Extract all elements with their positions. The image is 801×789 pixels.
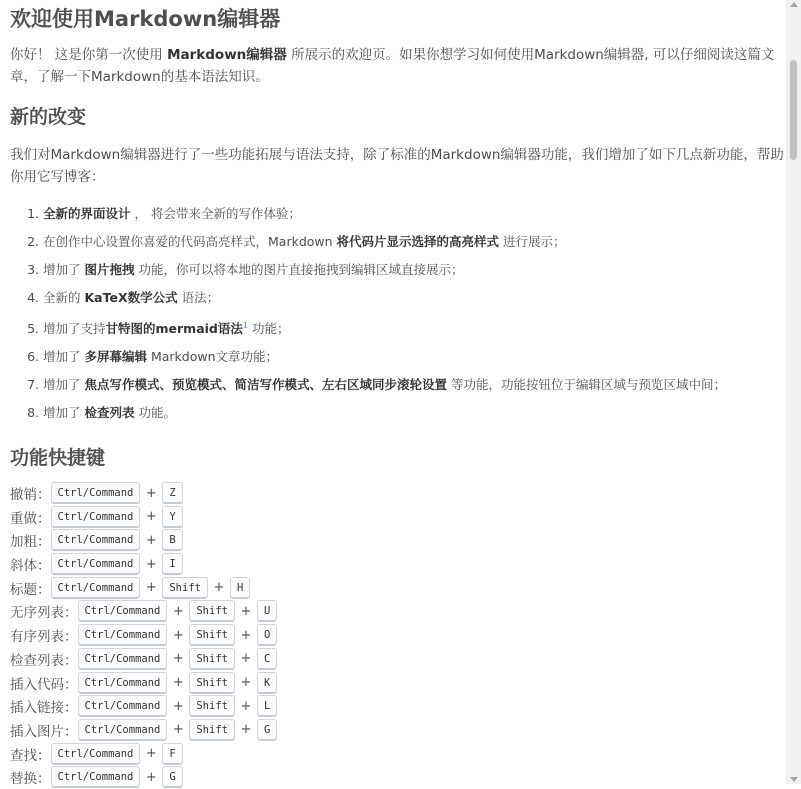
key-cap: Ctrl/Command xyxy=(51,529,141,551)
intro-paragraph xyxy=(10,44,785,88)
plus-sign: + xyxy=(240,603,252,619)
key-cap: K xyxy=(257,672,277,694)
key-cap: Ctrl/Command xyxy=(78,672,168,694)
key-cap: G xyxy=(162,766,182,788)
key-cap: Ctrl/Command xyxy=(51,577,141,599)
shortcut-label: 有序列表： xyxy=(10,629,78,646)
shortcut-row xyxy=(10,765,785,789)
plus-sign: + xyxy=(145,580,157,596)
plus-sign: + xyxy=(145,556,157,572)
footnote-link[interactable]: 1 xyxy=(242,321,248,330)
key-cap: Ctrl/Command xyxy=(51,506,141,528)
list-item: 1. 全新的界面设计 ， 将会带来全新的写作体验； xyxy=(43,200,785,228)
shortcut-row xyxy=(10,552,785,576)
shortcut-row xyxy=(10,694,785,718)
key-cap: Ctrl/Command xyxy=(51,553,141,575)
plus-sign: + xyxy=(172,651,184,667)
key-cap: Ctrl/Command xyxy=(78,600,168,622)
shortcut-label: 查找： xyxy=(10,747,51,764)
list-item: 2. 在创作中心设置你喜爱的代码高亮样式，Markdown 将代码片显示选择的高亮样式 进行展示； xyxy=(43,228,785,256)
key-cap: O xyxy=(257,624,277,646)
plus-sign: + xyxy=(172,698,184,714)
key-cap: Y xyxy=(162,506,182,528)
plus-sign: + xyxy=(145,746,157,762)
plus-sign: + xyxy=(240,627,252,643)
shortcut-row xyxy=(10,505,785,529)
shortcut-label: 重做： xyxy=(10,510,51,527)
plus-sign: + xyxy=(213,580,225,596)
shortcut-row xyxy=(10,600,785,624)
list-item: 8. 增加了 检查列表 功能。 xyxy=(43,399,785,427)
key-cap: I xyxy=(162,553,182,575)
key-cap: Shift xyxy=(189,672,235,694)
key-cap: Ctrl/Command xyxy=(51,743,141,765)
shortcut-label: 替换： xyxy=(10,771,51,788)
shortcut-label: 加粗： xyxy=(10,534,51,551)
plus-sign: + xyxy=(240,698,252,714)
key-cap: Shift xyxy=(189,719,235,741)
shortcut-row xyxy=(10,529,785,553)
scrollbar-thumb[interactable] xyxy=(790,60,797,160)
plus-sign: + xyxy=(172,627,184,643)
list-item: 3. 增加了 图片拖拽 功能，你可以将本地的图片直接拖拽到编辑区域直接展示； xyxy=(43,256,785,284)
shortcut-label: 插入代码： xyxy=(10,676,78,693)
list-item: 4. 全新的 KaTeX数学公式 语法； xyxy=(43,284,785,312)
intro-text-rest: 所展示的欢迎页。如果你想学习如何使用Markdown编辑器, 可以仔细阅读这篇文章，了解一下Markdown的基本语法知识。 xyxy=(10,47,775,85)
key-cap: G xyxy=(257,719,277,741)
plus-sign: + xyxy=(172,722,184,738)
shortcut-row xyxy=(10,576,785,600)
plus-sign: + xyxy=(172,675,184,690)
key-cap: Shift xyxy=(189,600,235,622)
plus-sign: + xyxy=(240,675,252,690)
vertical-scrollbar[interactable] xyxy=(786,0,801,784)
plus-sign: + xyxy=(172,603,184,619)
key-cap: Ctrl/Command xyxy=(51,482,141,504)
changes-paragraph: 我们对Markdown编辑器进行了一些功能拓展与语法支持，除了标准的Markdown编辑器功能，我们增加了如下几点新功能，帮助你用它写博客： xyxy=(10,147,784,185)
key-cap: H xyxy=(230,577,250,599)
shortcut-label: 撤销： xyxy=(10,487,51,503)
key-cap: Ctrl/Command xyxy=(51,766,141,788)
changes-list xyxy=(10,200,785,427)
page-title: 欢迎使用Markdown编辑器 xyxy=(10,7,281,31)
list-item: 7. 增加了 焦点写作模式、预览模式、简洁写作模式、左右区域同步滚轮设置 等功能，功能按钮位于编辑区域与预览区域中间； xyxy=(43,371,785,399)
shortcut-row xyxy=(10,481,785,505)
intro-bold: Markdown编辑器 xyxy=(167,47,287,63)
shortcut-row xyxy=(10,671,785,695)
plus-sign: + xyxy=(145,485,157,501)
key-cap: F xyxy=(162,743,182,765)
shortcut-label: 插入链接： xyxy=(10,700,78,717)
key-cap: B xyxy=(162,529,182,551)
shortcut-label: 无序列表： xyxy=(10,605,78,622)
key-cap: Z xyxy=(162,482,182,504)
key-cap: L xyxy=(257,695,277,717)
plus-sign: + xyxy=(145,769,157,785)
key-cap: Ctrl/Command xyxy=(78,624,168,646)
plus-sign: + xyxy=(240,651,252,667)
plus-sign: + xyxy=(240,722,252,738)
key-cap: U xyxy=(257,600,277,622)
scroll-up-arrow-icon[interactable] xyxy=(790,2,798,7)
shortcut-row xyxy=(10,647,785,671)
list-item: 5. 增加了支持甘特图的mermaid语法$^1$ 功能； xyxy=(43,312,785,343)
shortcuts-list xyxy=(10,481,785,789)
shortcut-label: 斜体： xyxy=(10,558,51,575)
plus-sign: + xyxy=(145,532,157,548)
shortcut-label: 插入图片： xyxy=(10,723,78,740)
key-cap: Shift xyxy=(189,695,235,717)
key-cap: Ctrl/Command xyxy=(78,695,168,717)
shortcut-label: 标题： xyxy=(10,581,51,598)
shortcut-row xyxy=(10,718,785,742)
scroll-down-arrow-icon[interactable] xyxy=(790,777,798,782)
key-cap: Shift xyxy=(189,624,235,646)
list-item: 6. 增加了 多屏幕编辑 Markdown文章功能； xyxy=(43,343,785,371)
shortcut-row xyxy=(10,623,785,647)
shortcut-label: 检查列表： xyxy=(10,652,78,669)
key-cap: Ctrl/Command xyxy=(78,719,168,741)
shortcut-row xyxy=(10,742,785,766)
plus-sign: + xyxy=(145,509,157,525)
key-cap: Shift xyxy=(162,577,208,599)
key-cap: C xyxy=(257,648,277,670)
key-cap: Shift xyxy=(189,648,235,670)
changes-heading: 新的改变 xyxy=(10,106,87,128)
article-content xyxy=(10,0,785,789)
key-cap: Ctrl/Command xyxy=(78,648,168,670)
shortcuts-heading: 功能快捷键 xyxy=(10,447,106,470)
intro-text: 你好！ 这是你第一次使用 xyxy=(10,47,168,63)
